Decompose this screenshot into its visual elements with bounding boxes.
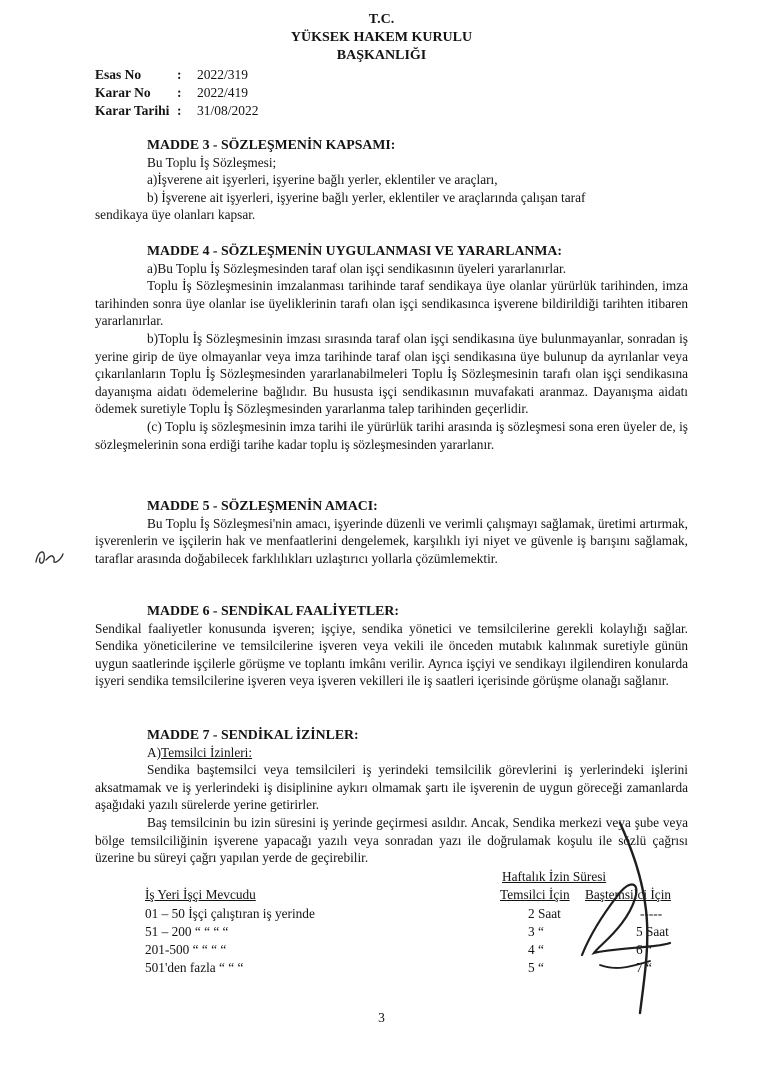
colon: : (177, 67, 182, 82)
table-super-header: Haftalık İzin Süresi (502, 869, 607, 884)
table-row-1-rep: 2 Saat (528, 906, 561, 921)
header-tc: T.C. (368, 12, 395, 27)
madde-7-sub-title: Temsilci İzinleri: (161, 744, 253, 760)
table-row-1-head: ----- (640, 906, 663, 921)
decision-number-row (95, 84, 248, 102)
madde-7-para-2: Baş temsilcinin bu izin süresini iş yerinde geçirmesi asıldır. Ancak, Sendika merkezi veya şube veya bölge temsilciliğinin işverene yapacağı yazılı veya sonradan yazı ile doğrulamak koşulu ile sözlü çağrısı üzerine bu süreyi çağrı yapılan yerde de geçirebilir. (95, 814, 688, 866)
madde-4-para-c: (c) Toplu iş sözleşmesinin imza tarihi ile yürürlük tarihi arasında iş sözleşmesi sona eren üyeler de, iş sözleşmelerinin sona erdiği tarihe kadar toplu iş sözleşmesinden yararlanır. (95, 418, 688, 452)
colon: : (177, 103, 182, 118)
madde-4-para-a: a)Bu Toplu İş Sözleşmesinden taraf olan işçi sendikasının üyeleri yararlanırlar. (147, 260, 567, 276)
madde-3-heading: MADDE 3 - SÖZLEŞMENİN KAPSAMI: (147, 137, 396, 152)
madde-7-heading: MADDE 7 - SENDİKAL İZİNLER: (147, 727, 359, 742)
table-row-2-rep: 3 “ (528, 924, 544, 939)
decision-date-row (95, 102, 259, 120)
section-madde-5 (95, 497, 688, 567)
table-col2-header: Temsilci İçin (500, 887, 570, 902)
madde-3-item-b-cont: sendikaya üye olanları kapsar. (95, 207, 256, 223)
section-madde-6 (95, 602, 688, 690)
madde-7-para-1: Sendika baştemsilci veya temsilcileri iş yerindeki temsilcilik görevlerini iş yerlerindeki işlerini aksatmamak ve iş yerlerindeki iş disiplinine aykırı olmamak şartı ile işverenin de uygun göreceği zamanlarda aşağıdaki yazılı sürelerde yerine getirirler. (95, 762, 688, 813)
table-row-2-range: 51 – 200 “ “ “ “ (145, 924, 229, 939)
decision-date-value: 31/08/2022 (197, 103, 259, 118)
table-row-3-range: 201-500 “ “ “ “ (145, 942, 227, 957)
madde-3-intro: Bu Toplu İş Sözleşmesi; (147, 154, 277, 170)
madde-4-heading: MADDE 4 - SÖZLEŞMENİN UYGULANMASI VE YARARLANMA: (147, 243, 562, 258)
table-col1-header: İş Yeri İşçi Mevcudu (145, 887, 256, 902)
decision-number-value: 2022/419 (197, 85, 249, 100)
table-row-4-head: 7 “ (636, 960, 652, 975)
table-row-3-head: 6 “ (636, 942, 652, 957)
decision-number-label: Karar No (95, 85, 151, 100)
decision-date-label: Karar Tarihi (95, 103, 170, 118)
table-row-3-rep: 4 “ (528, 942, 544, 957)
case-number-label: Esas No (95, 67, 142, 82)
margin-initials-mark (32, 540, 68, 570)
madde-7-subheading (147, 744, 688, 762)
page-number: 3 (378, 1010, 385, 1025)
table-row-2-head: 5 Saat (636, 924, 669, 939)
header-institution: YÜKSEK HAKEM KURULU (290, 30, 473, 45)
colon: : (177, 85, 182, 100)
table-row-1-range: 01 – 50 İşçi çalıştıran iş yerinde (145, 906, 315, 921)
madde-5-heading: MADDE 5 - SÖZLEŞMENİN AMACI: (147, 498, 378, 513)
madde-7-sub-prefix: A) (147, 744, 162, 760)
signature-mark (560, 815, 680, 1020)
madde-3-item-b: b) İşverene ait işyerleri, işyerine bağlı yerler, eklentiler ve araçlarında çalışan taraf (147, 189, 586, 205)
madde-4-para-b: b)Toplu İş Sözleşmesinin imzası sırasında taraf olan işçi sendikasına üye bulunmayanlar, sonradan iş yerine girip de üye olmayanlar veya imza tarihinde taraf olan işçi sendikasına üye bulunup da ayrılanlar veya çıkarılanların Toplu İş Sözleşmesinden yararlanabilmeleri Toplu İş Sözleşmesinin tarafı olan işçi sendikasına dayanışma aidatı ödemelerine bağlıdır. Bu hususta işçi sendikasının muvafakati aranmaz. Dayanışma aidatı ödemek suretiyle Toplu İş Sözleşmesinden yararlanma talep tarihinden geçerlidir. (95, 330, 688, 417)
madde-4-para-2: Toplu İş Sözleşmesinin imzalanması tarihinde taraf sendikaya üye olanlar yürürlük tarihinden, imza tarihinden sonra üye olanlar ise üyeliklerinin tarafı olan işçi sendikasınca işverene bildirildiği tarihten itibaren yararlanırlar. (95, 278, 688, 329)
case-number-row (95, 66, 248, 84)
case-number-value: 2022/319 (197, 67, 249, 82)
madde-6-para: Sendikal faaliyetler konusunda işveren; işçiye, sendika yönetici ve temsilcilerine gerekli kolaylığı sağlar. Sendika yöneticilerine ve temsilcilerine işveren veya vekili ile önceden mutabık kalınmak suretiyle günün uygun saatlerinde işçilerle görüşme ve toplantı imkânı verilir. Ayrıca işçiyi ve sendikayı ilgilendiren konularda işyeri sendika temsilcilerine işveren veya işveren vekilleri ile iş saatleri içerisinde görüşme olanağı sağlanır. (95, 620, 688, 689)
table-row-4-rep: 5 “ (528, 960, 544, 975)
section-madde-4 (95, 242, 688, 453)
table-row-4-range: 501'den fazla “ “ “ (145, 960, 244, 975)
madde-5-para: Bu Toplu İş Sözleşmesi'nin amacı, işyerinde düzenli ve verimli çalışmayı sağlamak, üretimi artırmak, işverenlerin ve işçilerin hak ve menfaatlerini dengelemek, karşılıklı iyi niyet ve güvenle iş barışını sağlamak, taraflar arasında doğabilecek farklılıkları uzlaştırıcı yollarla çözümlemektir. (95, 515, 688, 566)
section-madde-3 (95, 136, 688, 224)
header-presidency: BAŞKANLIĞI (336, 48, 427, 63)
table-col3-header: Baştemsilci İçin (585, 887, 672, 902)
madde-3-item-a: a)İşverene ait işyerleri, işyerine bağlı yerler, eklentiler ve araçları, (147, 172, 498, 188)
madde-6-heading: MADDE 6 - SENDİKAL FAALİYETLER: (147, 603, 399, 618)
